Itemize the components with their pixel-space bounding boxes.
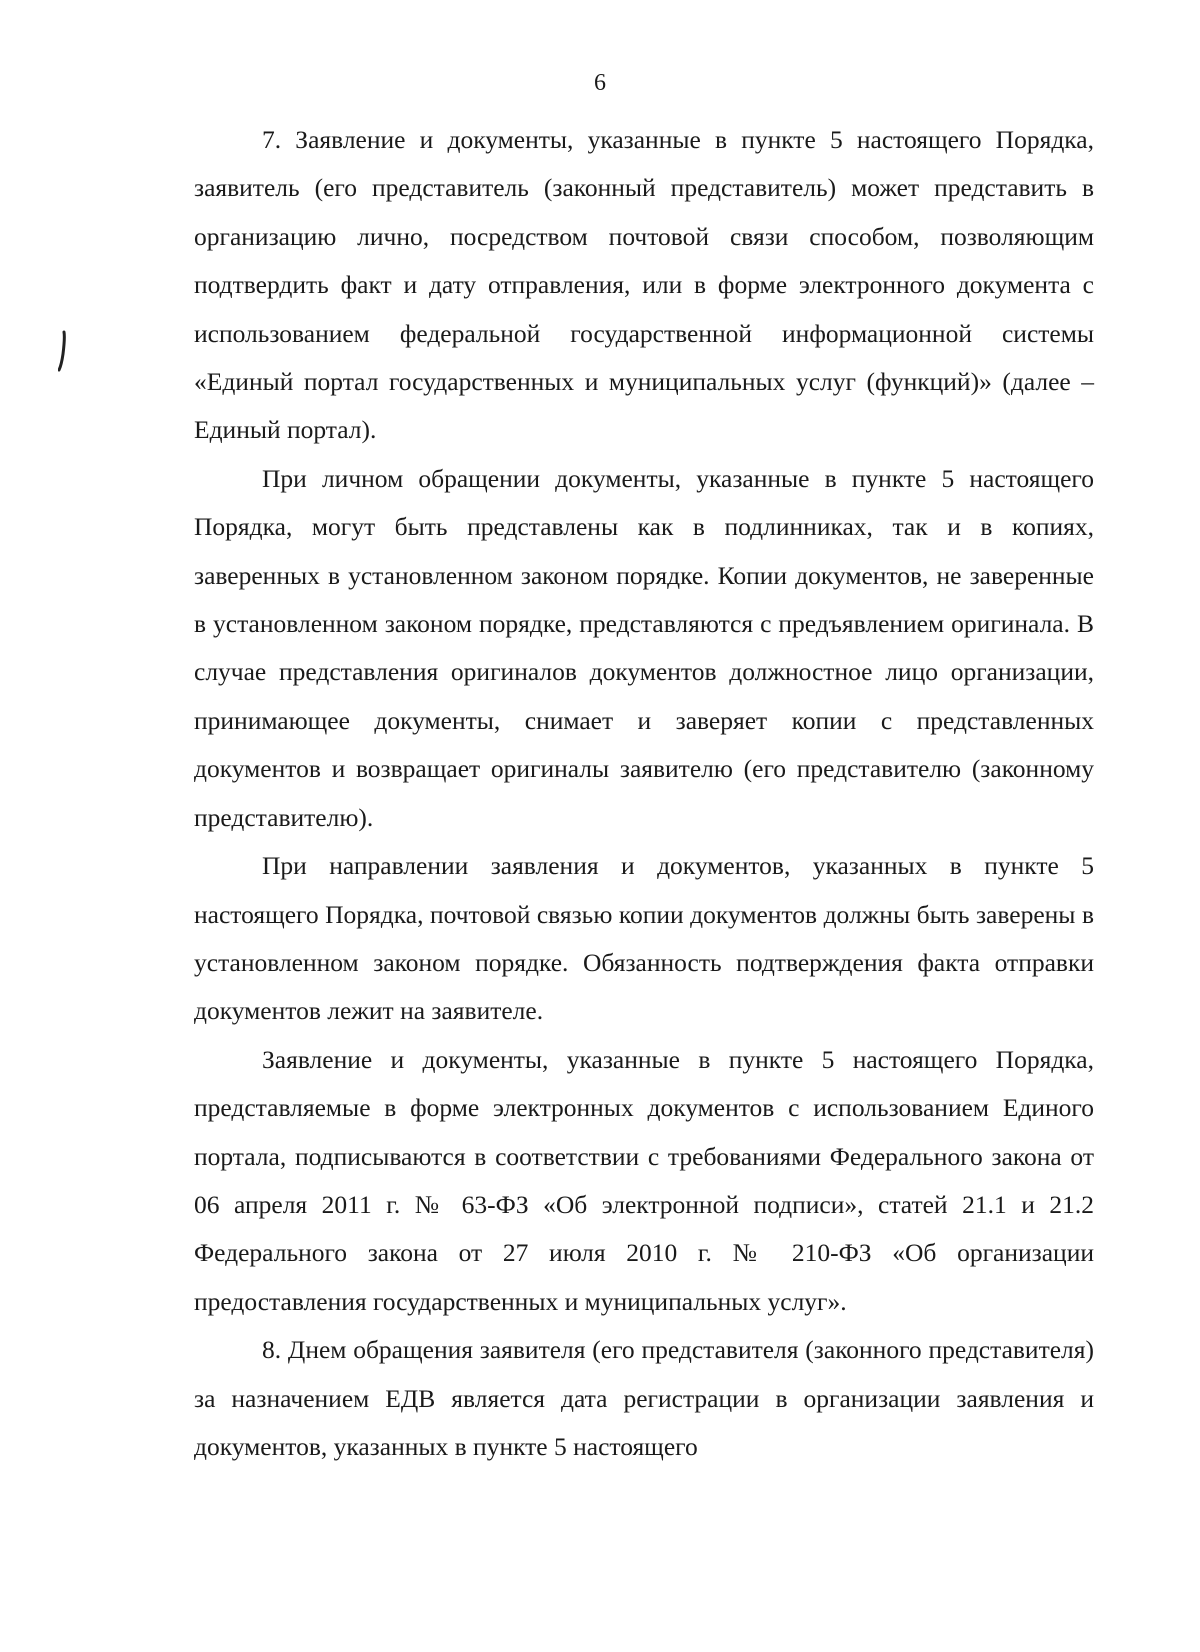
- document-body: [194, 116, 1094, 1471]
- paragraph-personal-submission: При личном обращении документы, указанные в пункте 5 настоящего Порядка, могут быть представлены как в подлинниках, так и в копиях, заверенных в установленном законом порядке. Копии документов, не заверенные в установленном законом порядке, представляются с предъявлением оригинала. В случае представления оригиналов документов должностное лицо организации, принимающее документы, снимает и заверяет копии с представленных документов и возвращает оригиналы заявителю (его представителю (законному представителю).: [194, 463, 1094, 832]
- handwritten-margin-mark: [58, 330, 68, 372]
- page-number: 6: [594, 70, 606, 96]
- paragraph-postal-submission: При направлении заявления и документов, указанных в пункте 5 настоящего Порядка, почтовой связью копии документов должны быть заверены в установленном законом порядке. Обязанность подтверждения факта отправки документов лежит на заявителе.: [194, 851, 1094, 1026]
- paragraph-item-8: 8. Днем обращения заявителя (его представителя (законного представителя) за назначением ЕДВ является дата регистрации в организации заявления и документов, указанных в пункте 5 настоящего: [194, 1335, 1094, 1461]
- paragraph-electronic-submission: Заявление и документы, указанные в пункте 5 настоящего Порядка, представляемые в форме электронных документов с использованием Единого портала, подписываются в соответствии с требованиями Федерального закона от 06 апреля 2011 г. № 63-ФЗ «Об электронной подписи», статей 21.1 и 21.2 Федерального закона от 27 июля 2010 г. № 210-ФЗ «Об организации предоставления государственных и муниципальных услуг».: [194, 1044, 1094, 1316]
- paragraph-item-7: 7. Заявление и документы, указанные в пункте 5 настоящего Порядка, заявитель (его представитель (законный представитель) может представить в организацию лично, посредством почтовой связи способом, позволяющим подтвердить факт и дату отправления, или в форме электронного документа с использованием федеральной государственной информационной системы «Единый портал государственных и муниципальных услуг (функций)» (далее – Единый портал).: [194, 125, 1094, 445]
